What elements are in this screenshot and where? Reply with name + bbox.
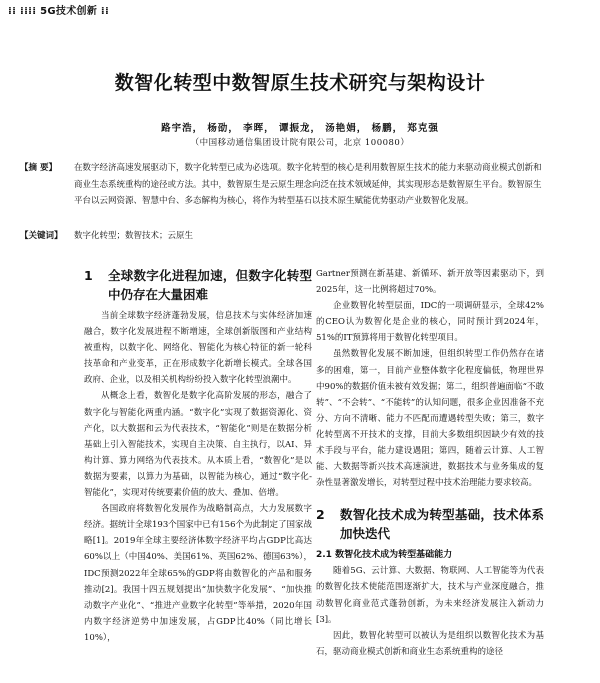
section-1-title: 全球数字化进程加速，但数字化转型中仍存在大量困难	[108, 268, 312, 302]
paragraph: 因此，数智化转型可以被认为是组织以数智化技术为基石，驱动商业模式创新和商业生态系统重构的途径	[316, 630, 544, 657]
paragraph: 企业数智化转型层面，IDC的一项调研显示，全球42%的CEO认为数智化是企业的核心，同时预计到2024年，51%的IT预算将用于数智化转型项目。	[316, 301, 544, 344]
paragraph: Gartner预测在新基建、新循环、新开放等因素驱动下，到2025年，这一比例将超过70%。	[316, 269, 544, 296]
section-1-heading	[84, 266, 312, 304]
left-column	[84, 266, 312, 646]
paper-authors: 路宇浩， 杨劭， 李晖， 谭振龙， 汤艳娟， 杨鹏， 郑克强	[161, 123, 439, 134]
section-2-heading	[316, 505, 544, 543]
section-2-number: 2	[316, 507, 325, 523]
paragraph: 随着5G、云计算、大数据、物联网、人工智能等为代表的数智化技术使能范围逐渐扩大，技术与产业深度融合，推动数智化商业范式蓬勃创新，为未来经济发展注入新动力[3]。	[316, 566, 544, 625]
journal-section-tag: ⁞⁞ ⁞⁞⁞⁞ 5G技术创新 ⁞⁞	[8, 6, 110, 17]
abstract-label: 【摘 要】	[20, 163, 57, 173]
abstract-block	[20, 160, 544, 210]
abstract-text: 在数字经济高速发展驱动下，数字化转型已成为必选项。数字化转型的核心是利用数智原生技术的能力来驱动商业模式创新和商业生态系统重构的途径或方法。其中，数智原生是云原生理念向泛在技术领域延伸，其实现形态是数智原生平台。数智原生平台以云网资源、智慧中台、多态解构为核心，将作为转型基石以技术原生赋能优势驱动产业数智化发展。	[74, 163, 542, 207]
keywords-text: 数字化转型；数智技术；云原生	[74, 231, 194, 241]
paper-affiliation: （中国移动通信集团设计院有限公司，北京 100080）	[190, 138, 410, 148]
subsection-2-1-heading: 2.1 数智化技术成为转型基础能力	[316, 550, 453, 561]
section-2-title: 数智化技术成为转型基础，技术体系加快迭代	[340, 507, 544, 542]
paragraph: 虽然数智化发展不断加速，但组织转型工作仍然存在诸多的困难，第一，目前产业整体数字化程度偏低，物理世界中90%的数据价值未被有效发掘；第二，组织普遍面临“不敢转”、“不会转”、“不能转”的认知问题，很多企业因准备不充分、方向不清晰、能力不匹配而遭遇转型失败；第三，数字化转型离不开技术的支撑，目前大多数组织因缺少有效的技术手段与平台，能力建设遇阻；第四，随着云计算、人工智能、大数据等新兴技术高速演进，数据技术与业务集成的复杂性显著激发增长，对转型过程中技术治理能力要求较高。	[316, 349, 544, 489]
paper-title: 数智化转型中数智原生技术研究与架构设计	[114, 72, 486, 94]
section-1-number: 1	[84, 268, 93, 283]
paragraph: 从概念上看，数智化是数字化高阶发展的形态，融合了数字化与智能化两重内涵。“数字化”实现了数据资源化、资产化，以大数据和云为代表技术，“智能化”则是在数据分析基础上引入智能技术，实现自主决策、自主执行，以AI、异构计算、算力网络为代表技术。从本质上看，“数智化”是以数据为要素，以算力为基础，以智能为核心，通过“数字化-智能化”，实现对传统要素价值的放大、叠加、倍增。	[84, 391, 312, 499]
paragraph: 当前全球数字经济蓬勃发展，信息技术与实体经济加速融合，数字化发展进程不断增速，全球创新版图和产业结构被重构，以数字化、网络化、智能化为核心特征的新一轮科技革命和产业变革，正在形成数字化新增长模式。全球各国政府、企业，以及相关机构纷纷投入数字化转型浪潮中。	[84, 311, 312, 386]
right-column	[316, 266, 544, 660]
keywords-label: 【关键词】	[20, 231, 63, 241]
paragraph: 各国政府将数智化发展作为战略制高点，大力发展数字经济。据统计全球193个国家中已有156个为此制定了国家战略[1]。2019年全球主要经济体数字经济平均占GDP比高达60%以上（中国40%、美国61%、英国62%、德国63%），IDC预测2022年全球65%的GDP将由数智化的产品和服务推动[2]。我国十四五规划提出“加快数字化发展”、“加快推动数字产业化”、“推进产业数字化转型”等举措，2020年国内数字经济逆势中加速发展，占GDP比40%（同比增长10%），	[84, 504, 312, 643]
keywords-block	[20, 229, 544, 243]
